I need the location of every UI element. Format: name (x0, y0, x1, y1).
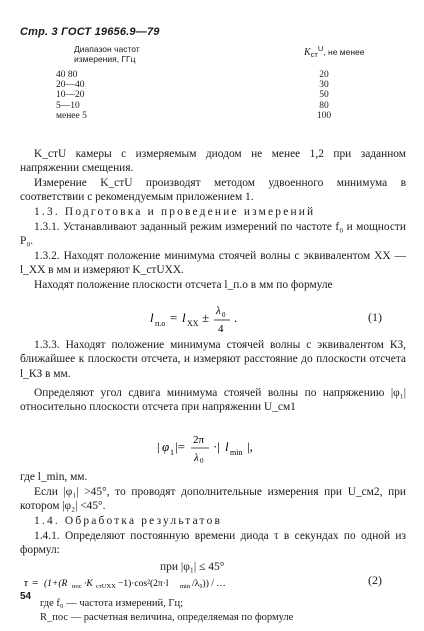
svg-text:1: 1 (170, 448, 174, 457)
svg-text:п.о: п.о (155, 319, 166, 328)
table-row (20, 80, 405, 90)
frequency-table (20, 44, 405, 121)
svg-text:min: min (180, 583, 191, 590)
table-value: 100 (316, 110, 332, 121)
table-row (20, 70, 405, 80)
svg-text:l: l (225, 439, 229, 454)
table-value: 30 (319, 80, 329, 91)
svg-text:λ: λ (216, 305, 221, 317)
svg-text:.: . (234, 310, 238, 325)
table-value: 20 (319, 70, 329, 80)
paragraph-angle: Определяют угол сдвига минимума стоячей волны по напряжению |φ₁| относительно плоскости отсчета при напряжении U_см1 (20, 387, 406, 414)
table-range: 20—40 (56, 80, 85, 91)
svg-text:0: 0 (200, 457, 204, 465)
clause-1-4-1: 1.4.1. Определяют постоянную времени диода τ в секундах по одной из формул: (20, 530, 406, 557)
table-col2-header (304, 44, 365, 59)
where-rpos: R_пос — расчетная величина, определяемая по формуле (40, 612, 294, 623)
formula-2-graphic (24, 572, 364, 592)
svg-text:=: = (170, 310, 178, 325)
clause-1-3-1: 1.3.1. Устанавливают заданный режим измерений по частоте f₀ и мощности P₀. (20, 221, 406, 248)
table-row (20, 90, 405, 100)
paragraph-reference-plane: Находят положение плоскости отсчета l_п.о в мм по формуле (34, 279, 333, 291)
condition-phi: при |φ₁| ≤ 45° (160, 561, 225, 573)
paragraph-method: Измерение K_стU производят методом удвоенного минимума в соответствии с рекомендуемым приложением 1. (20, 177, 406, 204)
svg-text:|,: |, (247, 439, 253, 454)
formula-1-graphic (150, 303, 280, 339)
table-range: 10—20 (56, 90, 85, 101)
svg-text:τ: τ (24, 577, 28, 589)
page-header: Стр. 3 ГОСТ 19656.9—79 (20, 26, 160, 38)
formula-phi (157, 432, 287, 472)
svg-text:·K: ·K (84, 579, 93, 589)
section-1-4-heading: 1.4. Обработка результатов (34, 515, 223, 527)
col2-symbol: K (304, 46, 311, 58)
table-header (20, 44, 405, 70)
table-col1-header (74, 44, 140, 64)
paragraph-where-lmin: где l_min, мм. (20, 471, 88, 483)
svg-text:ХХ: ХХ (187, 319, 199, 328)
svg-text:стUXX: стUXX (96, 583, 116, 590)
table-value: 50 (319, 90, 329, 101)
svg-text:±: ± (202, 310, 210, 325)
table-range: 40 80 (56, 70, 78, 80)
svg-text:пос: пос (72, 583, 82, 590)
svg-text:4: 4 (218, 323, 224, 335)
table-row (20, 111, 405, 121)
formula-1 (150, 303, 280, 343)
svg-text:·|: ·| (213, 439, 220, 454)
where-f0: где f₀ — частота измерений, Гц; (40, 598, 184, 609)
svg-text:0: 0 (222, 311, 226, 319)
svg-text:min: min (230, 448, 243, 457)
col2-superscript: U (317, 44, 324, 53)
col1-line1: Диапазон частот (74, 44, 140, 54)
svg-text:l: l (150, 310, 154, 325)
section-1-3-heading: 1.3. Подготовка и проведение измерений (34, 206, 316, 218)
table-value: 80 (319, 100, 329, 111)
table-range: менее 5 (56, 110, 87, 121)
svg-text:|: | (157, 439, 160, 454)
equation-number-1: (1) (368, 310, 382, 324)
equation-number-2: (2) (368, 573, 382, 587)
svg-text:/λ₀)) / …: /λ₀)) / … (192, 579, 226, 589)
svg-text:|=: |= (175, 439, 185, 454)
svg-text:l: l (182, 310, 186, 325)
paragraph-additional: Если |φ₁| >45°, то проводят дополнительные измерения при U_см2, при котором |φ₂| <45°. (20, 486, 406, 513)
clause-1-3-2: 1.3.2. Находят положение минимума стоячей волны с эквивалентом ХХ — l_XX в мм и измеряют K_стUXX. (20, 250, 406, 277)
col1-line2: измерения, ГГц (74, 54, 136, 64)
paragraph-kst: K_стU камеры с измеряемым диодом не менее 1,2 при заданном напряжении смещения. (20, 148, 406, 175)
col2-subscript: ст (310, 49, 318, 59)
table-range: 5—10 (56, 100, 80, 111)
formula-2 (24, 572, 364, 596)
page-number: 54 (20, 591, 32, 602)
clause-1-3-3: 1.3.3. Находят положение минимума стоячей волны с эквивалентом КЗ, ближайшее к плоскости отсчета, и измеряют расстояние до плоскости отсчета l_КЗ в мм. (20, 339, 406, 380)
formula-phi-graphic (157, 432, 287, 468)
svg-text:(1+(R: (1+(R (44, 579, 68, 589)
svg-text:−1)·cos²(2π·l: −1)·cos²(2π·l (118, 579, 169, 589)
svg-text:λ: λ (194, 452, 199, 464)
svg-text:φ: φ (162, 439, 170, 454)
svg-text:2π: 2π (193, 434, 205, 446)
col2-tail: , не менее (323, 46, 365, 57)
svg-text:=: = (32, 577, 39, 589)
table-row (20, 101, 405, 111)
